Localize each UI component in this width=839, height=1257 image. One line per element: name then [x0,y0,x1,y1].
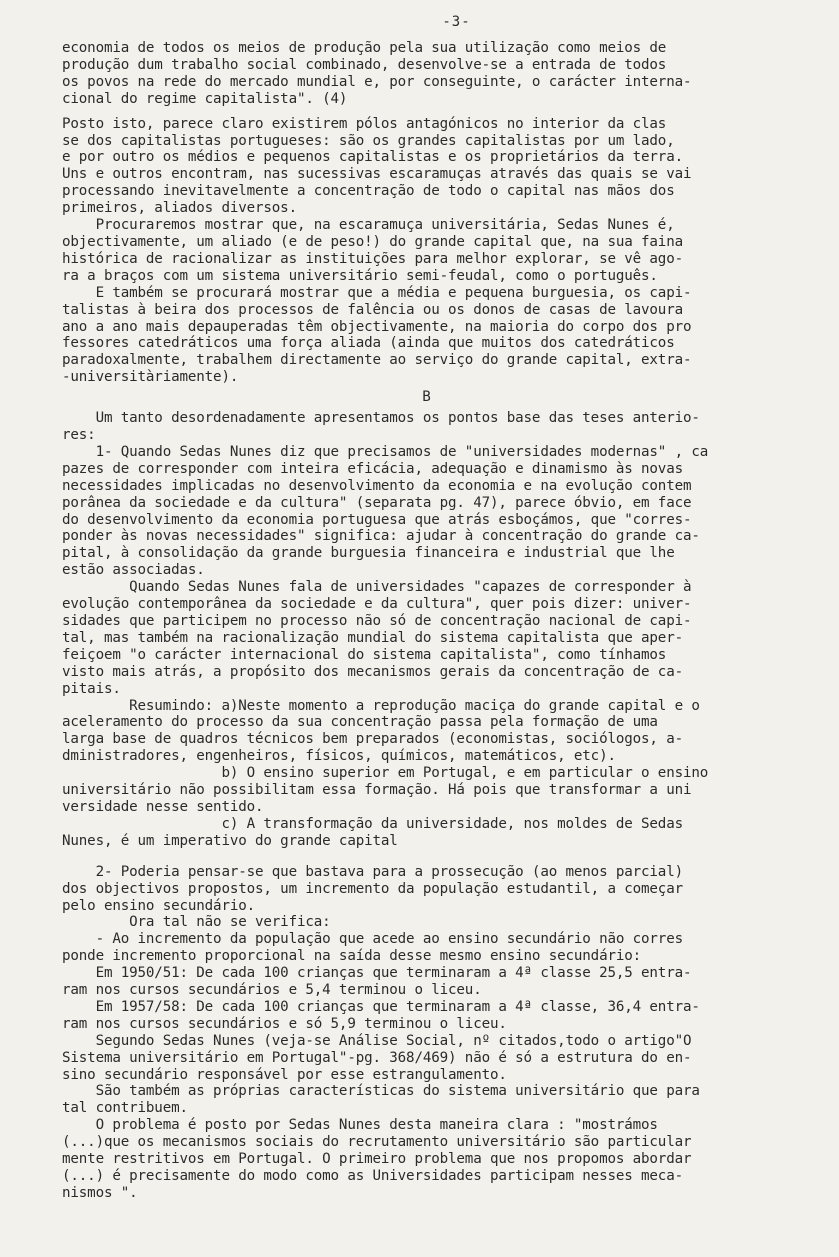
paragraph-block: Posto isto, parece claro existirem pólos antagónicos no interior da clas se dos capitalistas portugueses: são os grandes capitalistas por um lado, e por outro os médios e pequenos capitalistas e os proprietários da terra. Uns e outros encontram, nas sucessivas escaramuças através das quais se vai processando inevitavelmente a concentração de todo o capital nas mãos dos primeiros, aliados diversos. Procuraremos mostrar que, na escaramuça universitária, Sedas Nunes é, objectivamente, um aliado (e de peso!) do grande capital que, na sua faina histórica de racionalizar as instituições para melhor explorar, se vê ago- ra a braços com um sistema universitário semi-feudal, como o português. E também se procurará mostrar que a média e pequena burguesia, os capi- talistas à beira dos processos de falência ou os donos de casas de lavoura ano a ano mais depauperadas têm objectivamente, na maioria do corpo dos pro fessores catedráticos uma força aliada (ainda que muitos dos catedráticos paradoxalmente, trabalhem directamente ao serviço do grande capital, extra- -universitàriamente). [62,115,692,386]
spacer [62,850,791,864]
page-number: -3- [442,14,471,30]
section-heading: B [422,389,431,406]
paragraph-block: economia de todos os meios de produção pela sua utilização como meios de produção dum trabalho social combinado, desenvolve-se a entrada de todos os povos na rede do mercado mundial e, por conseguinte, o carácter interna- cional do regime capitalista". (4) [62,40,692,107]
document-body [62,40,791,1202]
spacer [62,108,791,116]
paragraph-block: Um tanto desordenadamente apresentamos os pontos base das teses anterio- res: 1- Quando Sedas Nunes diz que precisamos de "universidades modernas" , ca pazes de corresponder com inteira eficácia, adequação e dinamismo às novas necessidades implicadas no desenvolvimento da economia e na evolução contem porânea da sociedade e da cultura" (separata pg. 47), parece óbvio, em face do desenvolvimento da economia portuguesa que atrás esboçámos, que "corres- ponder às novas necessidades" significa: ajudar à concentração do grande ca- pital, à consolidação da grande burguesia financeira e industrial que lhe estão associadas. Quando Sedas Nunes fala de universidades "capazes de corresponder à evolução contemporânea da sociedade e da cultura", quer pois dizer: univer- sidades que participem no processo não só de concentração nacional de capi- tal, mas também na racionalização mundial do sistema capitalista que aper- feiçoem "o carácter internacional do sistema capitalista", como tínhamos visto mais atrás, a propósito dos mecanismos gerais da concentração de ca- pitais. Resumindo: a)Neste momento a reprodução maciça do grande capital e o aceleramento do processo da sua concentração passa pela formação de uma larga base de quadros técnicos bem preparados (economistas, sociólogos, a- dministradores, engenheiros, físicos, químicos, matemáticos, etc). b) O ensino superior em Portugal, e em particular o ensino universitário não possibilitam essa formação. Há pois que transformar a uni versidade nesse sentido. c) A transformação da universidade, nos moldes de Sedas Nunes, é um imperativo do grande capital [62,410,709,849]
paragraph-block: 2- Poderia pensar-se que bastava para a prossecução (ao menos parcial) dos objectivos propostos, um incremento da população estudantil, a começar pelo ensino secundário. Ora tal não se verifica: - Ao incremento da população que acede ao ensino secundário não corres ponde incremento proporcional na saída desse mesmo ensino secundário: Em 1950/51: De cada 100 crianças que terminaram a 4ª classe 25,5 entra- ram nos cursos secundários e 5,4 terminou o liceu. Em 1957/58: De cada 100 crianças que terminaram a 4ª classe, 36,4 entra- ram nos cursos secundários e só 5,9 terminou o liceu. Segundo Sedas Nunes (veja-se Análise Social, nº citados,todo o artigo"O Sistema universitário em Portugal"-pg. 368/469) não é só a estrutura do en- sino secundário responsável por esse estrangulamento. São também as próprias características do sistema universitário que para tal contribuem. O problema é posto por Sedas Nunes desta maneira clara : "mostrámos (...)que os mecanismos sociais do recrutamento universitário são particular mente restritivos em Portugal. O primeiro problema que nos propomos abordar (...) é precisamente do modo como as Universidades participam nesses meca- nismos ". [62,863,700,1201]
